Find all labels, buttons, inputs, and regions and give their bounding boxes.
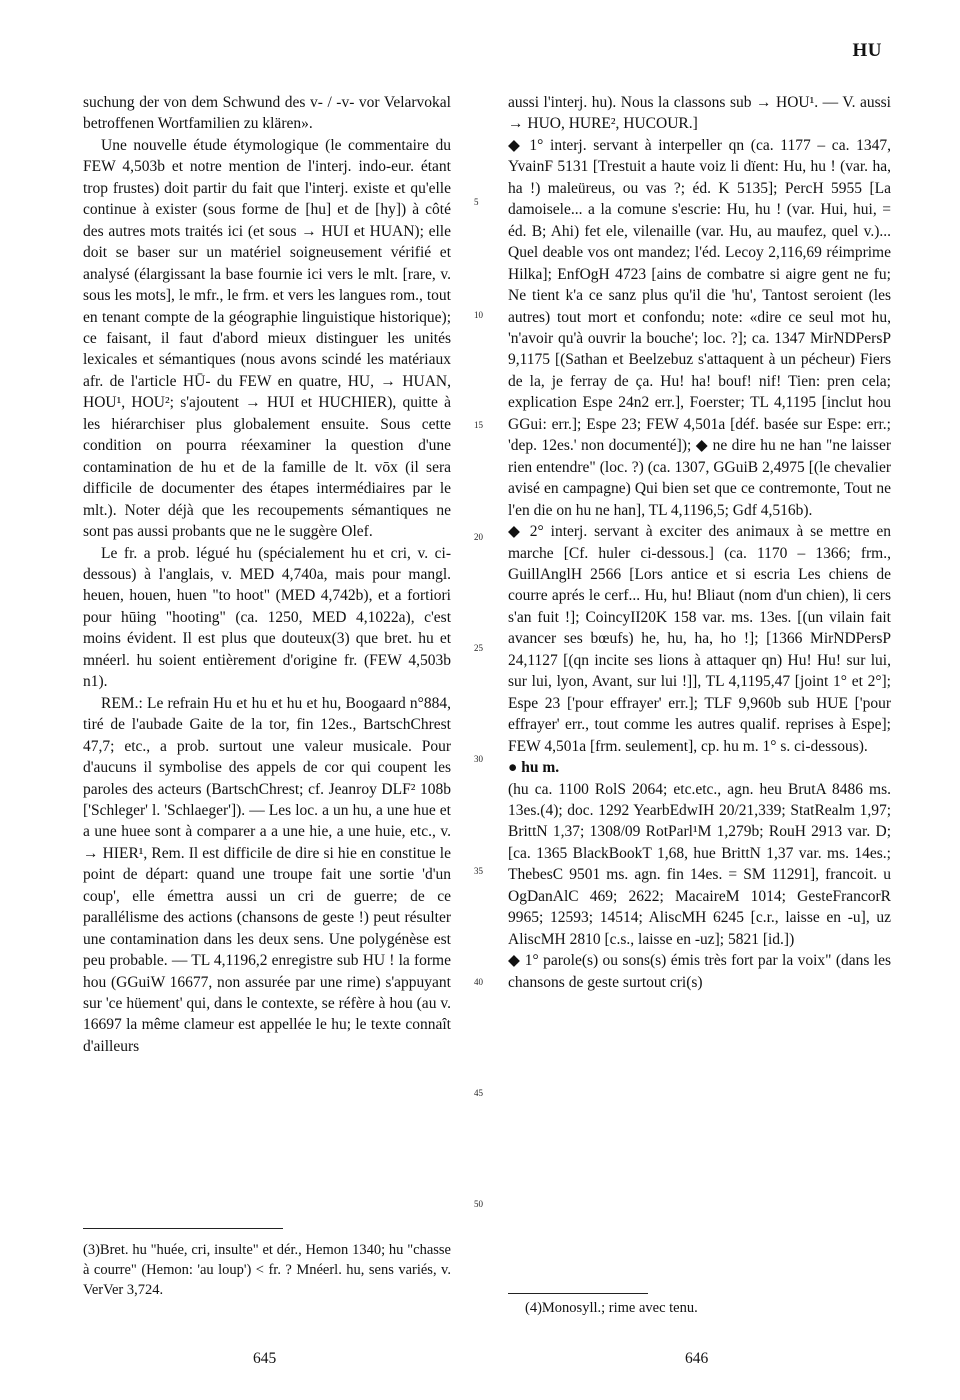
paragraph: suchung der von dem Schwund des v- / -v- vor Velarvokal betroffenen Wortfamilien zu klären». <box>83 94 451 133</box>
line-number: 10 <box>474 310 483 320</box>
line-number: 40 <box>474 977 483 987</box>
forms-list: (hu ca. 1100 RolS 2064; etc.etc., agn. heu BrutA 8486 ms. 13es.(4); doc. 1292 YearbEdwIH 20/21,339; StatRealm 1,97; BrittN 1,37; 1308/09 RotParl¹M 1,279b; RouH 2913 var. D; [ca. 1365 BlackBookT 1,68, hue BrittN 1,37 var. ms. 14es.; ThebesC 9501 ms. agn. fin 14es. = SM 11291], francoit. u OgDanAlC 469; 2622; MacaireM 1014; GesteFrancorR 9965; 12593; 14514; AliscMH 6245 [c.r., laisse en -u], uz AliscMH 2810 [c.s., laisse en -uz]; 5821 [id.]) <box>508 780 891 948</box>
sense-2-interj: ◆ 2° interj. servant à exciter des animaux à se mettre en marche [Cf. huler ci-dessous.] (ca. 1170 – 1366; frm., GuillAnglH 2566 [Lors antice et si escria Les chiens de courre aprés le cerf... Hu, hu! Bliaut (nom d'un chien), li cers s'an fuit !]; CoincyII20K 158 var. ms. 13es. [(un vilain fait avancer ses bœufs) he, hu, ha, ho !]; [1366 MirNDPersP 24,1127 [(qn incite ses lions à attaquer qn) Hu! Hu! sur lui, sur lui, lyon, Avant, sur lui !]], TL 4,1195,47 [joint 1° et 2°]; Espe 23 ['pour effrayer' err.]; TLF 9,960b sub HUE ['pour effrayer' err., tout comme les autres qualif. reprises à Espe]; FEW 4,501a [frm. seulement], cp. hu m. 1° s. ci-dessous). <box>508 523 891 755</box>
paragraph: aussi l'interj. hu). Nous la classons sub → HOU¹. — V. aussi → HUO, HURE², HUCOUR.] <box>508 94 891 133</box>
line-number: 50 <box>474 1199 483 1209</box>
line-number: 20 <box>474 532 483 542</box>
page-number-left: 645 <box>253 1350 277 1367</box>
footnote: (3)Bret. hu "huée, cri, insulte" et dér., Hemon 1340; hu "chasse à courre" (Hemon: 'au loup') < fr. ? Mnéerl. hu, sens variés, v. VerVer 3,724. <box>83 1242 451 1298</box>
line-number: 35 <box>474 866 483 876</box>
sense-1-interj: ◆ 1° interj. servant à interpeller qn (ca. 1177 – ca. 1347, YvainF 5131 [Trestuit a haute voiz li dïent: Hu, hu ! (var. ha, ha !) maleüreus, ou vas ?; éd. K 5135]; PercH 5955 [La damoisele... a la comune s'escrie: Hu, hu ! (var. Hui, hui, = éd. B; Ahi) fet ele, vilenaille (var. Hu, au maufez, quel v.)... Quel deable vos ont mandez; l'éd. Lecoy 2,116,69 réimprime Hilka]; EnfOgH 4723 [ains de combatre si aigre gent ne fu; Ne tient k'a ce sanz plus qu'il die 'hu', Tantost seroient (les autres) tout mort et confondu; note: «dire ce seul mot hu, 'n'avoir qu'à ouvrir la bouche'; loc. ?]; ca. 1347 MirNDPersP 9,1175 [(Sathan et Beelzebuz s'attaquent à un pécheur) Fiers de la, je ferray de ça. Hu! ha! bouf! nif! Tien: pren cela; explication Espe 24n2 err.], Foerster; TL 4,1195 [inclut hou GGui: err.]; Espe 23; FEW 4,501a [déf. basée sur Espe: err.; 'dep. 12es.' non documenté]); ◆ ne dire hu ne han "ne laisser rien entendre" (loc. ?) (ca. 1307, GGuiB 2,4975 [(le chevalier avisé en campagne) Qui bien set que ce contremonte, Tout ne l'en die on hu ne han], TL 4,1196,5; Gdf 4,516b). <box>508 136 891 519</box>
footnote: (4)Monosyll.; rime avec tenu. <box>525 1300 698 1316</box>
right-column <box>508 92 891 993</box>
sense-1-noun: ◆ 1° parole(s) ou sons(s) émis très fort par la voix" (dans les chansons de geste surtout cri(s) <box>508 952 891 991</box>
page-number-right: 646 <box>685 1350 709 1367</box>
footnote-rule <box>83 1228 283 1229</box>
running-head: HU <box>852 40 882 61</box>
entry-heading-hu-m: ● hu m. <box>508 759 560 777</box>
paragraph: Le fr. a prob. légué hu (spécialement hu et cri, v. ci-dessous) à l'anglais, v. MED 4,740a, mais pour mangl. heuen, houen, huen "to hoot" (MED 4,742b), et a fortiori pour hūing "hooting" (ca. 1250, MED 4,1022a), c'est moins évident. Il est plus que douteux(3) que bret. hu et mnéerl. hu soient entièrement d'origine fr. (FEW 4,503b n1). <box>83 544 451 691</box>
line-number: 45 <box>474 1088 483 1098</box>
line-number: 25 <box>474 643 483 653</box>
line-number: 30 <box>474 754 483 764</box>
left-column <box>83 92 451 1057</box>
paragraph-remark: REM.: Le refrain Hu et hu et hu et hu, Boogaard n°884, tiré de l'aubade Gaite de la tor, fin 12es., BartschChrest 47,7; etc., a prob. surtout une valeur musicale. Pour d'aucuns il symbolise des appels de cor qui coupent les paroles des acteurs (BartschChrest; cf. Jeanroy DLF² 108b ['Schleger' l. 'Schlaeger']). — Les loc. a un hu, a une hue et a une huee sont à comparer a a une hie, a une huie, etc., v. → HIER¹, Rem. Il est difficile de dire si hie en constitue le point de départ: quand une troupe fait une sortie 'd'un coup', elle émettra aussi un cri de guerre; de ce parallélisme des actions (chansons de geste !) peut résulter une contamination dans les deux sens. Une polygénèse est peu probable. — TL 4,1196,2 enregistre sub HU ! la forme hou (GGuiW 16677, non assurée par une rime) s'appuyant sur 'ce hüement' qui, dans le contexte, se réfère à hou (au v. 16697 la même clameur est appellée le hu; le texte connaît d'ailleurs <box>83 694 451 1055</box>
line-number: 15 <box>474 420 483 430</box>
paragraph: Une nouvelle étude étymologique (le commentaire du FEW 4,503b et notre mention de l'interj. indo-eur. étant trop frustes) doit partir du fait que l'interj. existe et qu'elle continue à exister (sous forme de [hu] et de [hy]) à côté des autres mots traités ici (et sous → HUI et HUAN); elle doit se baser sur un matériel soigneusement vérifié et analysé (élargissant la base fournie ici vers le mlt. [rare, v. sous les mots], le mfr., le frm. et vers les langues rom., tout en tenant compte de la géographie linguistique historique); ce faisant, il faut d'abord mieux distinguer les unités lexicales et sémantiques (nous avons scindé les matériaux afr. de l'article HŪ- du FEW en quatre, HU, → HUAN, HOU¹, HOU²; s'ajoutent → HUI et HUCHIER), quitte à les hiérarchiser plus globalement ensuite. Sous cette condition on pourra réexaminer la question d'une contamination de hu et de la famille de lt. vōx (il sera difficile de documenter des étapes intermédiaires par le mlt.). Noter déjà que les recoupements sémantiques ne sont pas aussi probants que ne le suggère Olef. <box>83 136 451 541</box>
line-number: 5 <box>474 197 479 207</box>
footnote-rule <box>508 1293 648 1294</box>
